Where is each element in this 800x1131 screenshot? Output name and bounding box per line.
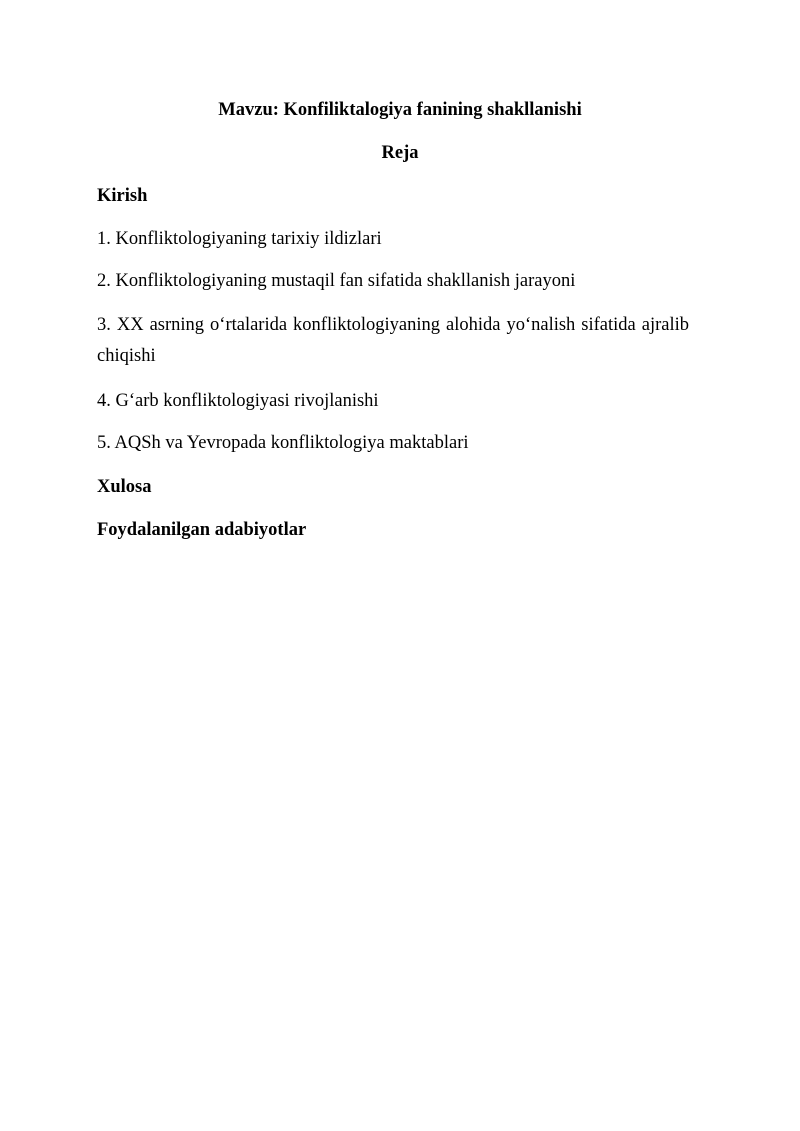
document-title: Mavzu: Konfiliktalogiya fanining shakllanishi bbox=[218, 100, 582, 120]
plan-item-4: 4. G‘arb konfliktologiyasi rivojlanishi bbox=[97, 391, 379, 411]
plan-item-1: 1. Konfliktologiyaning tarixiy ildizlari bbox=[97, 229, 382, 249]
conclusion-heading: Xulosa bbox=[97, 477, 152, 497]
plan-item-3: 3. XX asrning o‘rtalarida konfliktologiyaning alohida yo‘nalish sifatida ajralib chiqishi bbox=[97, 315, 689, 366]
plan-heading: Reja bbox=[381, 143, 419, 163]
references-heading: Foydalanilgan adabiyotlar bbox=[97, 520, 307, 540]
document-page bbox=[97, 0, 703, 1131]
intro-heading: Kirish bbox=[97, 186, 148, 206]
plan-item-5: 5. AQSh va Yevropada konfliktologiya maktablari bbox=[97, 433, 469, 453]
plan-item-2: 2. Konfliktologiyaning mustaqil fan sifatida shakllanish jarayoni bbox=[97, 271, 576, 291]
